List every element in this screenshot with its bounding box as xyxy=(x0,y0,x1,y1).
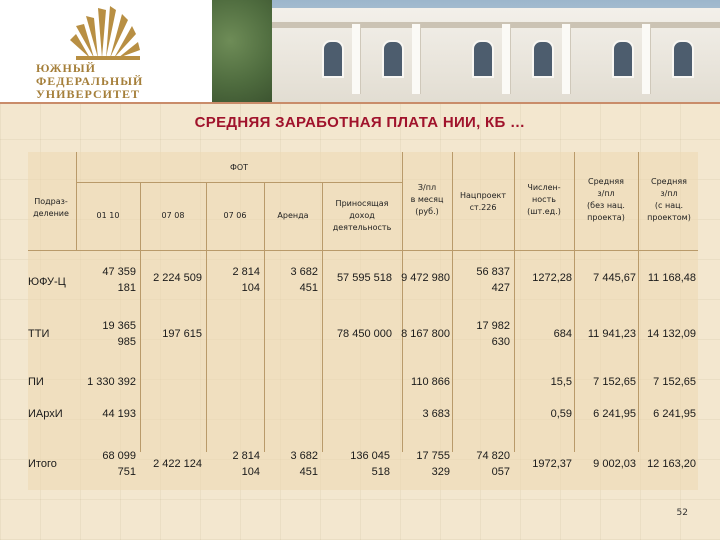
building-photo xyxy=(212,0,720,102)
salary-table xyxy=(28,152,698,490)
cell-0110: 47 359 181 xyxy=(102,266,136,294)
header-0110: 01 10 xyxy=(96,211,120,220)
row-label-tti: ТТИ xyxy=(28,328,50,340)
logo-line-1: ЮЖНЫЙ xyxy=(36,61,96,75)
cell-avg1: 7 152,65 xyxy=(593,376,636,388)
cell-0110: 44 193 xyxy=(102,408,136,420)
cell-count: 0,59 xyxy=(550,408,572,420)
cell-avg2: 7 152,65 xyxy=(653,376,696,388)
cell-income: 57 595 518 xyxy=(336,272,392,284)
header-salary-month: З/пл в месяц (руб.) xyxy=(410,183,444,216)
cell-salary: 9 472 980 xyxy=(401,272,450,284)
cell-avg2: 14 132,09 xyxy=(647,328,696,340)
logo-line-2: ФЕДЕРАЛЬНЫЙ xyxy=(36,74,144,88)
row-label-iarhi: ИАрхИ xyxy=(28,408,63,420)
header-fot: ФОТ xyxy=(229,163,249,172)
header-subdivision: Подраз- деление xyxy=(33,197,69,218)
cell-avg2: 6 241,95 xyxy=(653,408,696,420)
row-label-yufu: ЮФУ-Ц xyxy=(28,276,66,288)
cell-count: 684 xyxy=(553,328,572,340)
page-number: 52 xyxy=(676,508,688,518)
cell-0708: 2 422 124 xyxy=(153,458,202,470)
cell-avg2: 11 168,48 xyxy=(647,272,696,284)
header-natproject: Нацпроект ст.226 xyxy=(460,191,506,212)
cell-0110: 68 099 751 xyxy=(102,450,136,478)
cell-count: 1272,28 xyxy=(532,272,572,284)
cell-0110: 1 330 392 xyxy=(87,376,136,388)
cell-0706: 2 814 104 xyxy=(232,450,260,478)
cell-nat: 17 982 630 xyxy=(476,320,510,348)
logo-line-3: УНИВЕРСИТЕТ xyxy=(36,87,140,101)
page-title: СРЕДНЯЯ ЗАРАБОТНАЯ ПЛАТА НИИ, КБ … xyxy=(194,114,526,131)
cell-0708: 197 615 xyxy=(162,328,202,340)
cell-avg1: 9 002,03 xyxy=(593,458,636,470)
cell-salary: 3 683 xyxy=(422,408,450,420)
row-label-pi: ПИ xyxy=(28,376,44,388)
cell-income: 136 045 518 xyxy=(350,450,390,478)
header-band xyxy=(0,0,720,102)
cell-salary: 110 866 xyxy=(411,376,450,388)
cell-0110: 19 365 985 xyxy=(102,320,136,348)
cell-avg1: 7 445,67 xyxy=(593,272,636,284)
cell-rent: 3 682 451 xyxy=(290,266,318,294)
cell-salary: 17 755 329 xyxy=(416,450,450,478)
cell-0706: 2 814 104 xyxy=(232,266,260,294)
row-label-total: Итого xyxy=(28,458,57,470)
cell-0708: 2 224 509 xyxy=(153,272,202,284)
header-0708: 07 08 xyxy=(161,211,185,220)
logo-text xyxy=(36,62,176,101)
header-headcount: Числен- ность (шт.ед.) xyxy=(527,183,561,216)
header-rent: Аренда xyxy=(277,211,309,220)
header-income: Приносящая доход деятельность xyxy=(332,199,392,232)
cell-rent: 3 682 451 xyxy=(290,450,318,478)
cell-avg2: 12 163,20 xyxy=(647,458,696,470)
cell-count: 1972,37 xyxy=(532,458,572,470)
cell-salary: 8 167 800 xyxy=(401,328,450,340)
header-avg-no-nat: Средняя з/пл (без нац. проекта) xyxy=(587,177,625,222)
cell-nat: 56 837 427 xyxy=(476,266,510,294)
cell-nat: 74 820 057 xyxy=(476,450,510,478)
cell-avg1: 6 241,95 xyxy=(593,408,636,420)
sunburst-emblem-icon xyxy=(36,6,176,62)
header-0706: 07 06 xyxy=(223,211,247,220)
cell-count: 15,5 xyxy=(550,376,572,388)
header-avg-with-nat: Средняя з/пл (с нац. проектом) xyxy=(647,177,691,222)
cell-avg1: 11 941,23 xyxy=(587,328,636,340)
university-logo xyxy=(36,6,176,101)
cell-income: 78 450 000 xyxy=(336,328,392,340)
